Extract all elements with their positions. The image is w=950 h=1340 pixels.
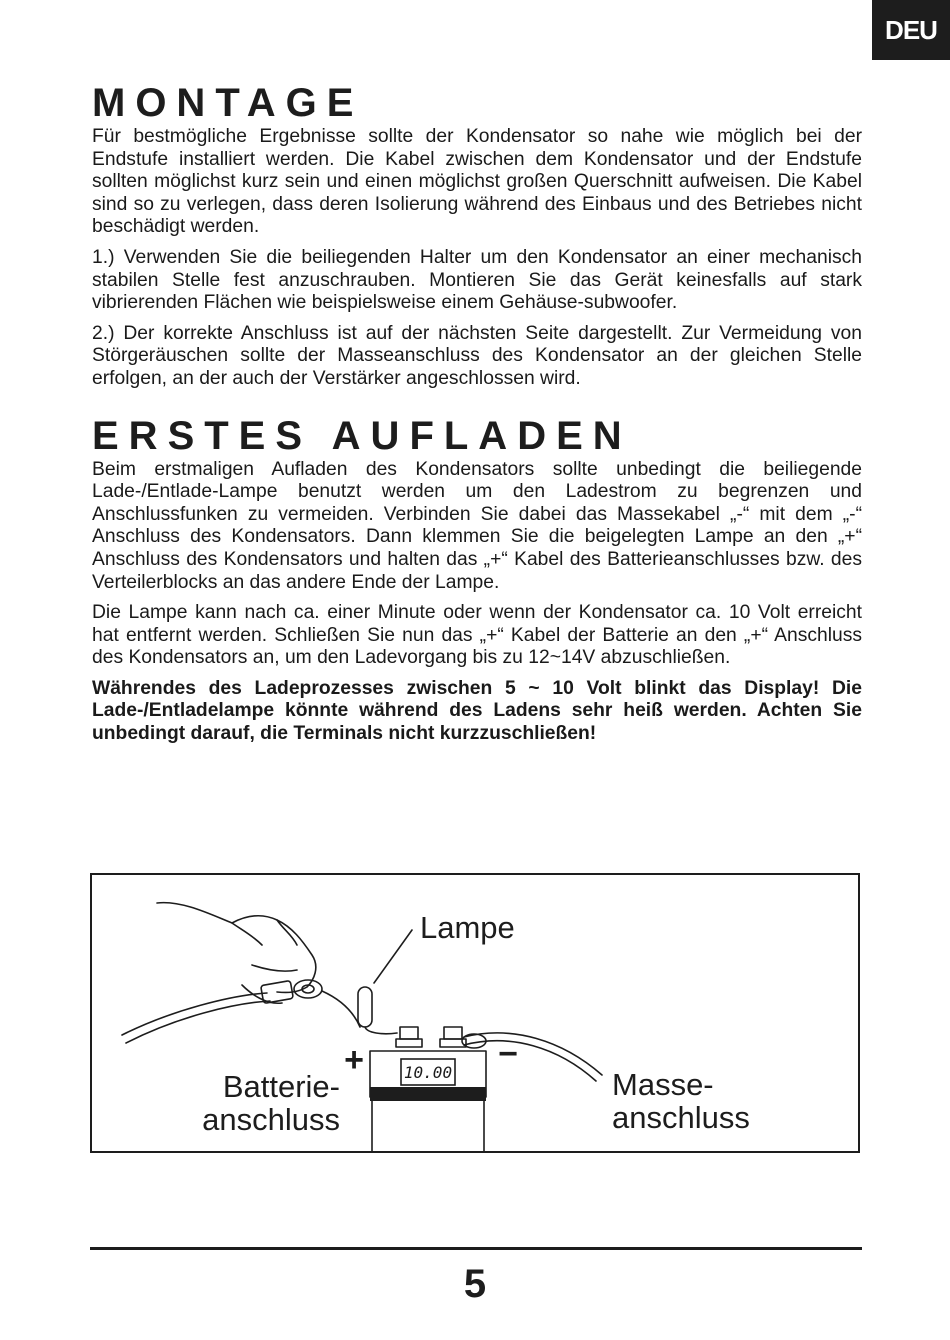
display-value: 10.00 (403, 1063, 453, 1082)
ground-label (612, 1068, 750, 1134)
aufladen-paragraph-1: Beim erstmaligen Aufladen des Kondensators sollte unbedingt die beiliegende Lade-/Entlade-Lampe benutzt werden um den Ladestrom zu begrenzen und Anschlussfunken zu vermeiden. Verbinden Sie dabei das Massekabel „-“ mit dem „-“ Anschluss des Kondensators. Dann klemmen Sie die beigelegten Lampe an den „+“ Anschluss des Kondensators und halten das „+“ Kabel des Batterieanschlusses bzw. des Verteilerblocks an das andere Ende der Lampe. (92, 458, 862, 593)
minus-sign: − (498, 1035, 518, 1073)
hand-outline (157, 903, 316, 993)
ground-label-line2: anschluss (612, 1100, 750, 1135)
battery-label-line2: anschluss (202, 1102, 340, 1137)
montage-step-2: 2.) Der korrekte Anschluss ist auf der nächsten Seite dargestellt. Zur Vermeidung von Störgeräuschen sollte der Masseanschluss des Kondensator an der gleichen Stelle erfolgen, an der auch der Verstärker angeschlossen wird. (92, 322, 862, 389)
battery-cable (122, 993, 267, 1035)
positive-terminal (400, 1027, 418, 1039)
page-number: 5 (463, 1262, 487, 1306)
montage-intro: Für bestmögliche Ergebnisse sollte der Kondensator so nahe wie möglich bei der Endstufe installiert werden. Die Kabel zwischen dem Kondensator und der Endstufe sollten möglichst kurz sein und einen möglichst großen Querschnitt aufweisen. Die Kabel sind so zu verlegen, dass deren Isolierung während des Einbaus und des Betriebes nicht beschädigt werden. (92, 126, 862, 238)
erstes-aufladen-heading: ERSTES AUFLADEN (92, 413, 632, 458)
lamp-label: Lampe (420, 910, 515, 945)
montage-heading: MONTAGE (92, 81, 364, 125)
capacitor-body (372, 1097, 484, 1151)
ring-terminal (294, 980, 322, 998)
aufladen-paragraph-2: Die Lampe kann nach ca. einer Minute oder wenn der Kondensator ca. 10 Volt erreicht hat entfernt werden. Schließen Sie nun das „+“ Kabel der Batterie an den „+“ Anschluss des Kondensators an, um den Ladevorgang bis zu 12~14V abzuschließen. (92, 602, 862, 669)
lamp-wire (322, 991, 360, 1027)
aufladen-warning: Währendes des Ladeprozesses zwischen 5 ~ 10 Volt blinkt das Display! Die Lade-/Entladelampe könnte während des Ladens sehr heiß werden. Achten Sie unbedingt darauf, die Terminals nicht kurzzuschließen! (92, 677, 862, 745)
montage-step-1: 1.) Verwenden Sie die beiliegenden Halter um den Kondensator an einer mechanisch stabilen Stelle fest anzuschrauben. Montieren Sie das Gerät keinesfalls auf stark vibrierenden Flächen wie beispielsweise einem Gehäuse-subwoofer. (92, 246, 862, 314)
battery-label-line1: Batterie- (222, 1069, 340, 1104)
lamp-bulb (358, 987, 372, 1027)
plus-sign: + (344, 1041, 364, 1079)
ground-label-line1: Masse- (612, 1067, 714, 1102)
capacitor-band (370, 1087, 486, 1101)
battery-label (184, 1070, 340, 1136)
negative-terminal (444, 1027, 462, 1039)
language-tab: DEU (872, 0, 950, 60)
charging-diagram (90, 873, 860, 1153)
page-content (92, 80, 862, 754)
lamp-pointer (374, 930, 412, 983)
footer-divider (90, 1247, 862, 1250)
